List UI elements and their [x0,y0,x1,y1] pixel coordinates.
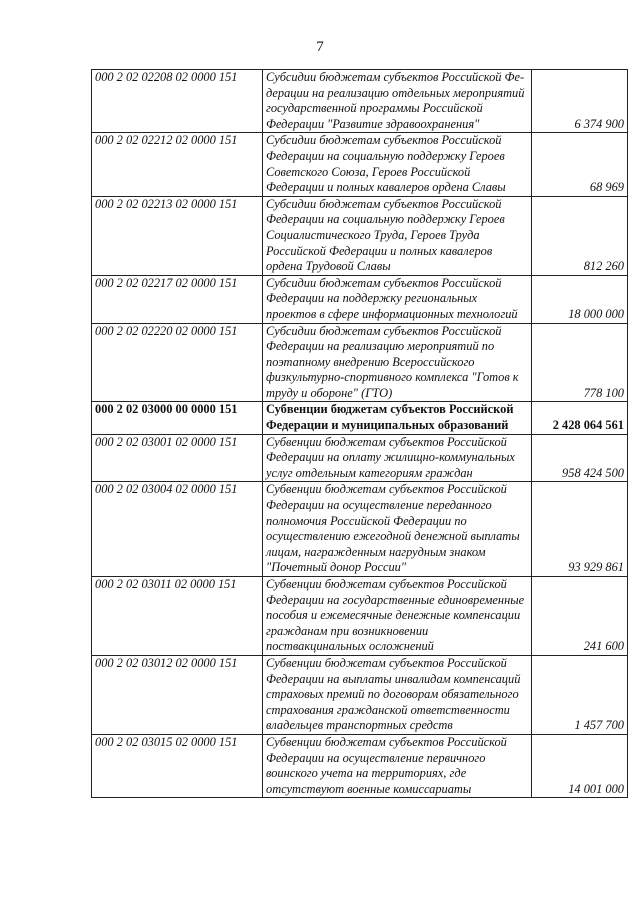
budget-code-cell: 000 2 02 03011 02 0000 151 [92,577,263,656]
table-row [92,323,628,402]
table-row-subtotal [92,402,628,434]
budget-code-cell: 000 2 02 03015 02 0000 151 [92,734,263,797]
table-row [92,577,628,656]
amount-cell: 958 424 500 [532,434,628,482]
budget-code-cell: 000 2 02 02213 02 0000 151 [92,196,263,275]
description-cell: Субвенции бюджетам субъектов Российской Федерации на оплату жилищно-коммунальных услуг отдельным категориям граждан [263,434,532,482]
budget-code-cell: 000 2 02 03001 02 0000 151 [92,434,263,482]
budget-code-cell: 000 2 02 02208 02 0000 151 [92,70,263,133]
table-row [92,482,628,577]
budget-code-cell: 000 2 02 03012 02 0000 151 [92,655,263,734]
table-row [92,655,628,734]
budget-code-cell: 000 2 02 02212 02 0000 151 [92,133,263,196]
page-number: 7 [316,39,324,55]
description-cell: Субвенции бюджетам субъектов Российской Федерации на выплаты инвалидам компенсаций страховых премий по договорам обязательного страхования гражданской ответственности владельцев транспортных средств [263,655,532,734]
table-body [92,70,628,798]
amount-cell: 6 374 900 [532,70,628,133]
budget-code-cell: 000 2 02 02220 02 0000 151 [92,323,263,402]
description-cell: Субсидии бюджетам субъектов Российской Федерации на реализацию мероприятий по поэтапному внедрению Всероссийского физкультурно-спортивного комплекса "Готов к труду и обороне" (ГТО) [263,323,532,402]
amount-cell: 93 929 861 [532,482,628,577]
amount-cell: 241 600 [532,577,628,656]
description-cell: Субсидии бюджетам субъектов Российской Федерации на социальную поддержку Героев Социалистического Труда, Героев Труда Российской Федерации и полных кавалеров ордена Трудовой Славы [263,196,532,275]
table-row [92,133,628,196]
table-row [92,434,628,482]
description-cell: Субсидии бюджетам субъектов Российской Федерации на поддержку региональных проектов в сфере информационных технологий [263,275,532,323]
amount-cell: 14 001 000 [532,734,628,797]
budget-code-cell: 000 2 02 03004 02 0000 151 [92,482,263,577]
amount-cell: 68 969 [532,133,628,196]
table-row [92,70,628,133]
description-cell: Субсидии бюджетам субъектов Российской Федерации на социальную поддержку Героев Советского Союза, Героев Российской Федерации и полных кавалеров ордена Славы [263,133,532,196]
budget-code-cell: 000 2 02 02217 02 0000 151 [92,275,263,323]
table-row [92,275,628,323]
description-cell: Субвенции бюджетам субъектов Российской Федерации на осуществление переданного полномочия Российской Федерации по осуществлению ежегодной денежной выплаты лицам, награжденным нагрудным знаком "Почетный донор России" [263,482,532,577]
description-cell: Субсидии бюджетам субъектов Российской Фе-дерации на реализацию отдельных мероприятий государственной программы Российской Федерации "Развитие здравоохранения" [263,70,532,133]
amount-cell: 812 260 [532,196,628,275]
description-cell: Субвенции бюджетам субъектов Российской Федерации и муниципальных образований [263,402,532,434]
amount-cell: 2 428 064 561 [532,402,628,434]
amount-cell: 778 100 [532,323,628,402]
description-cell: Субвенции бюджетам субъектов Российской Федерации на осуществление первичного воинского учета на территориях, где отсутствуют военные комиссариаты [263,734,532,797]
amount-cell: 1 457 700 [532,655,628,734]
budget-revenue-table [91,69,628,798]
table-row [92,196,628,275]
description-cell: Субвенции бюджетам субъектов Российской Федерации на государственные единовременные пособия и ежемесячные денежные компенсации гражданам при возникновении поствакцинальных осложнений [263,577,532,656]
budget-code-cell: 000 2 02 03000 00 0000 151 [92,402,263,434]
amount-cell: 18 000 000 [532,275,628,323]
table-row [92,734,628,797]
